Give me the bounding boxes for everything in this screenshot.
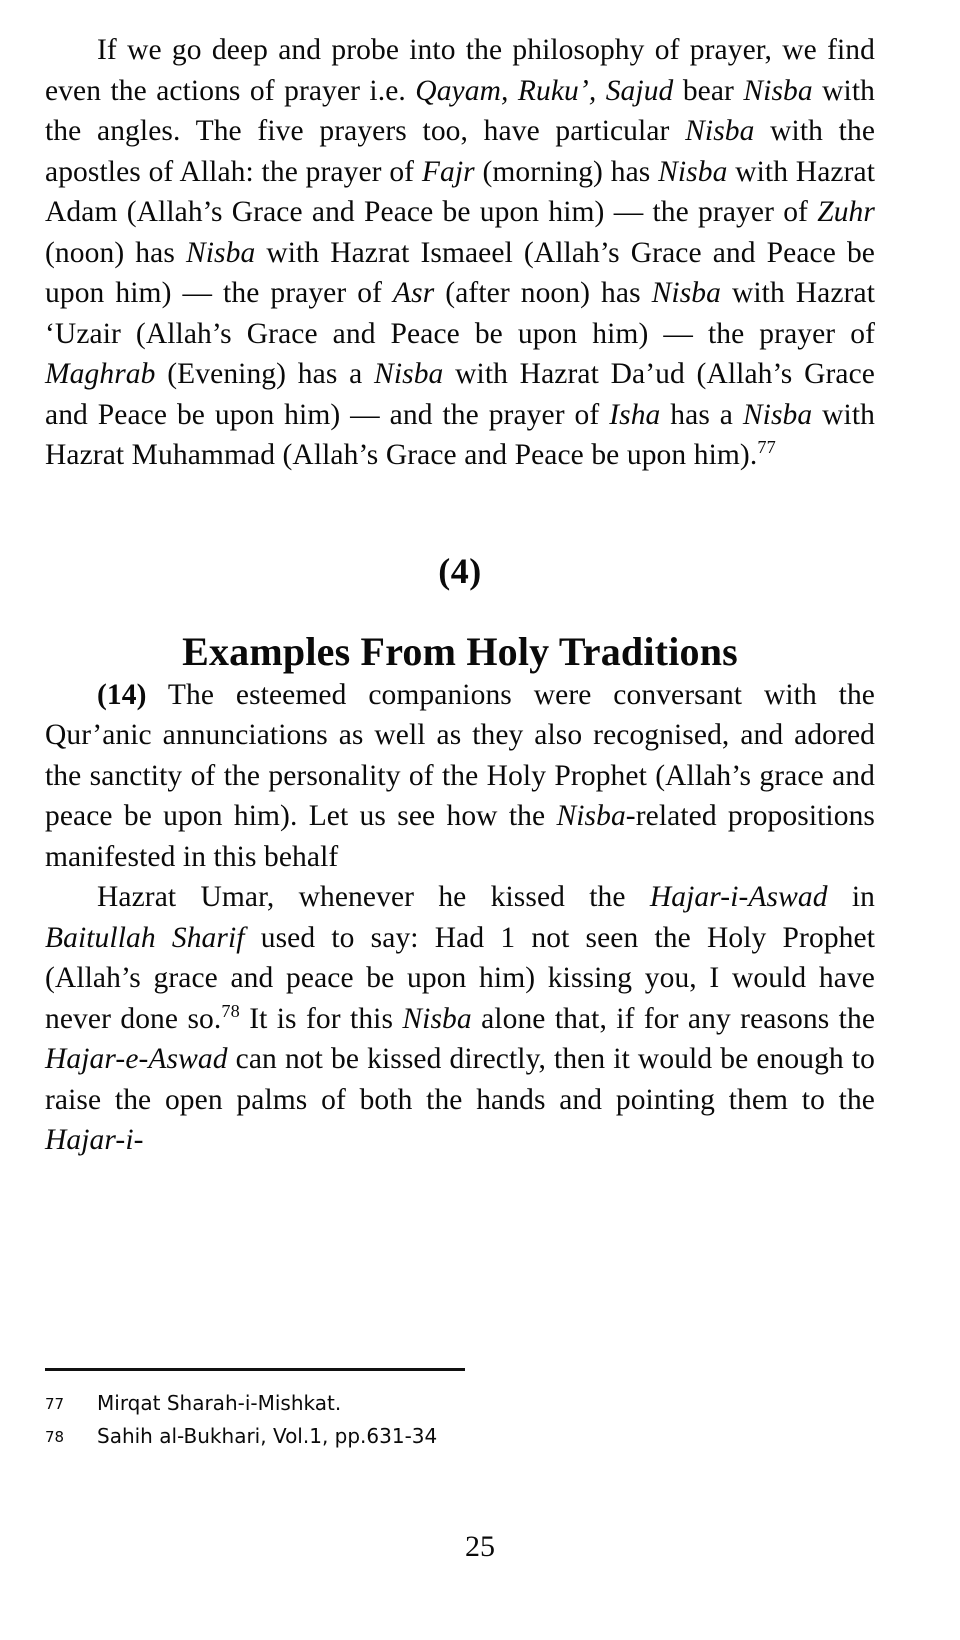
footnote-marker: 78 xyxy=(45,1428,65,1446)
footnote-divider xyxy=(45,1368,465,1371)
page-number: 25 xyxy=(465,1530,495,1563)
section-number: (4) xyxy=(438,550,482,591)
footnote-text: Sahih al-Bukhari, Vol.1, pp.631-34 xyxy=(97,1424,438,1448)
footnote-marker: 77 xyxy=(45,1395,65,1413)
paragraph-hazrat-umar: Hazrat Umar, whenever he kissed the Hajar-i-Aswad in Baitullah Sharif used to say: Had 1 not seen the Holy Prophet (Allah’s grace and peace be upon him) kissing you, I would have never done so.$^{78}$ It is for this Nisba alone that, if for any reasons the Hajar-e-Aswad can not be kissed directly, then it would be enough to raise the open palms of both the hands and pointing them to the Hajar-i- xyxy=(45,881,876,1156)
footnotes-section xyxy=(45,1368,875,1453)
paragraph-companions: (14) The esteemed companions were conversant with the Qur’anic annunciations as well as they also recognised, and adored the sanctity of the personality of the Holy Prophet (Allah’s grace and peace be upon him). Let us see how the Nisba-related propositions manifested in this behalf xyxy=(45,678,875,873)
footnote-text: Mirqat Sharah-i-Mishkat. xyxy=(97,1391,342,1415)
footnote-item xyxy=(45,1420,875,1453)
paragraph-prayer-nisba: If we go deep and probe into the philosophy of prayer, we find even the actions of prayer i.e. Qayam, Rukuʼ, Sajud bear Nisba with the angles. The five prayers too, have particular Nisba with the apostles of Allah: the prayer of Fajr (morning) has Nisba with Hazrat Adam (Allah’s Grace and Peace be upon him) — the prayer of Zuhr (noon) has Nisba with Hazrat Ismaeel (Allah’s Grace and Peace be upon him) — the prayer of Asr (after noon) has Nisba with Hazrat ‘Uzair (Allah’s Grace and Peace be upon him) — the prayer of Maghrab (Evening) has a Nisba with Hazrat Da’ud (Allah’s Grace and Peace be upon him) — and the prayer of Isha has a Nisba with Hazrat Muhammad (Allah’s Grace and Peace be upon him).$^{77}$ xyxy=(45,34,876,471)
footnote-item xyxy=(45,1387,875,1420)
section-title: Examples From Holy Traditions xyxy=(182,628,738,674)
